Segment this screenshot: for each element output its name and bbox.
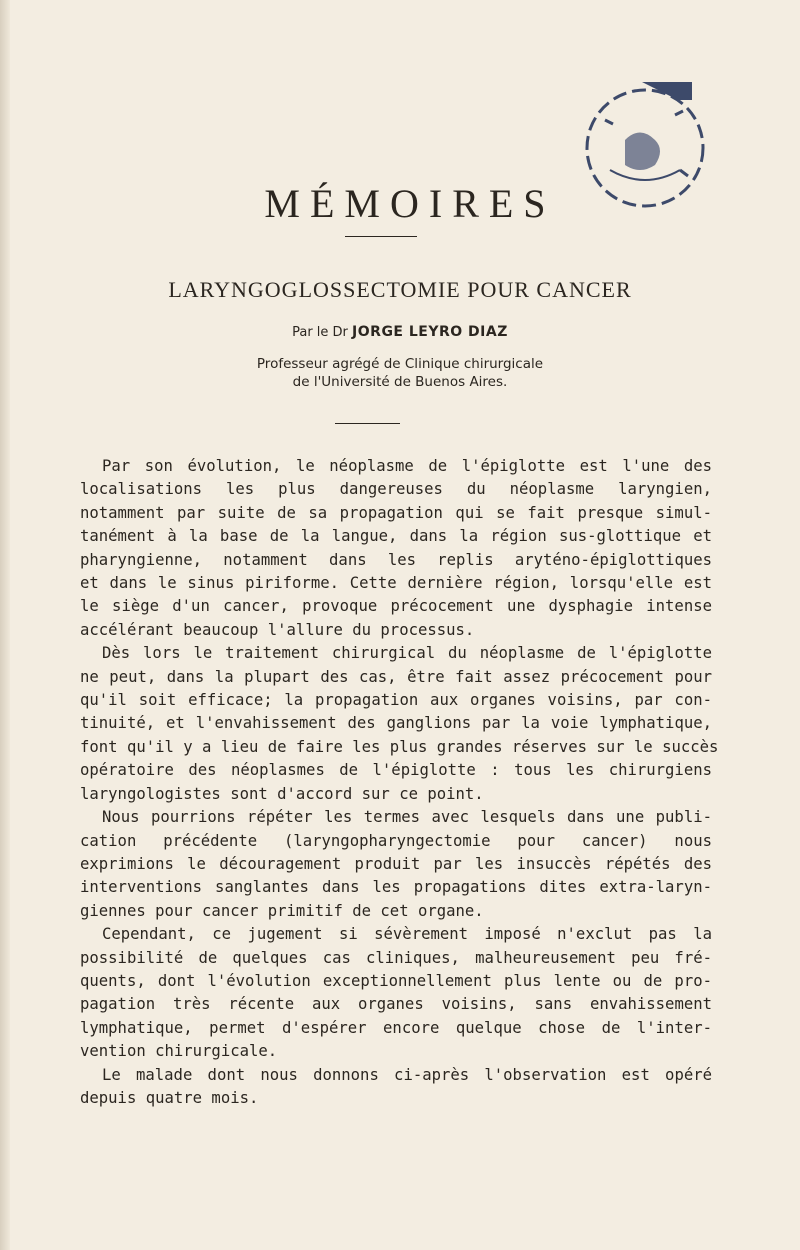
paragraph	[80, 1064, 712, 1111]
paragraph-line: quents, dont l'évolution exceptionnellement plus lente ou de pro-	[80, 971, 712, 990]
paragraph-line: Le malade dont nous donnons ci-après l'observation est opéré	[102, 1065, 712, 1084]
paragraph-line: localisations les plus dangereuses du néoplasme laryngien,	[80, 480, 712, 499]
byline	[0, 324, 800, 340]
paragraph-line: notamment par suite de sa propagation qui se fait presque simul-	[80, 503, 712, 522]
paragraph-line: giennes pour cancer primitif de cet organe.	[80, 901, 484, 920]
paragraph-line: depuis quatre mois.	[80, 1088, 259, 1107]
author-affiliation	[0, 355, 800, 391]
paragraph-line: tanément à la base de la langue, dans la région sus-glottique et	[80, 527, 712, 546]
article-title: LARYNGOGLOSSECTOMIE POUR CANCER	[168, 277, 632, 302]
paragraph-line: pagation très récente aux organes voisins, sans envahissement	[80, 995, 712, 1014]
paragraph-line: vention chirurgicale.	[80, 1042, 278, 1061]
paragraph-line: exprimions le découragement produit par les insuccès répétés des	[80, 854, 712, 873]
paragraph-line: tinuité, et l'envahissement des ganglions par la voie lymphatique,	[80, 714, 712, 733]
paragraph-line: font qu'il y a lieu de faire les plus grandes réserves sur le succès	[80, 737, 719, 756]
article-body	[80, 455, 719, 1110]
byline-divider	[335, 423, 400, 424]
paragraph-line: lymphatique, permet d'espérer encore quelque chose de l'inter-	[80, 1018, 712, 1037]
paragraph	[80, 806, 712, 923]
paragraph-line: interventions sanglantes dans les propagations dites extra-laryn-	[80, 878, 712, 897]
paragraph-line: cation précédente (laryngopharyngectomie pour cancer) nous	[80, 831, 712, 850]
title-divider	[345, 236, 417, 237]
paragraph-line: possibilité de quelques cas cliniques, malheureusement peu fré-	[80, 948, 712, 967]
paragraph-line: le siège d'un cancer, provoque précocement une dysphagie intense	[80, 597, 712, 616]
byline-prefix: Par le Dr	[292, 325, 348, 340]
section-title: MÉMOIRES	[264, 181, 556, 226]
affiliation-line-1: Professeur agrégé de Clinique chirurgicale	[256, 356, 544, 372]
paragraph	[80, 642, 719, 806]
paragraph	[80, 923, 712, 1063]
paragraph-line: opératoire des néoplasmes de l'épiglotte : tous les chirurgiens	[80, 761, 712, 780]
paragraph-line: Cependant, ce jugement si sévèrement imposé n'exclut pas la	[102, 925, 712, 944]
affiliation-line-2: de l'Université de Buenos Aires.	[292, 374, 508, 390]
paragraph-line: Par son évolution, le néoplasme de l'épiglotte est l'une des	[102, 457, 712, 475]
paragraph-line: accélérant beaucoup l'allure du processus.	[80, 620, 475, 639]
paragraph	[80, 455, 712, 642]
paragraph-line: Dès lors le traitement chirurgical du néoplasme de l'épiglotte	[102, 644, 712, 663]
paragraph-line: pharyngienne, notamment dans les replis aryténo-épiglottiques	[80, 550, 712, 569]
author-name: JORGE LEYRO DIAZ	[352, 324, 508, 340]
paragraph-line: laryngologistes sont d'accord sur ce point.	[80, 784, 484, 803]
paragraph-line: Nous pourrions répéter les termes avec lesquels dans une publi-	[102, 808, 712, 827]
paragraph-line: qu'il soit efficace; la propagation aux organes voisins, par con-	[80, 691, 712, 710]
paragraph-line: et dans le sinus piriforme. Cette dernière région, lorsqu'elle est	[80, 574, 712, 593]
paragraph-line: ne peut, dans la plupart des cas, être fait assez précocement pour	[80, 667, 712, 686]
